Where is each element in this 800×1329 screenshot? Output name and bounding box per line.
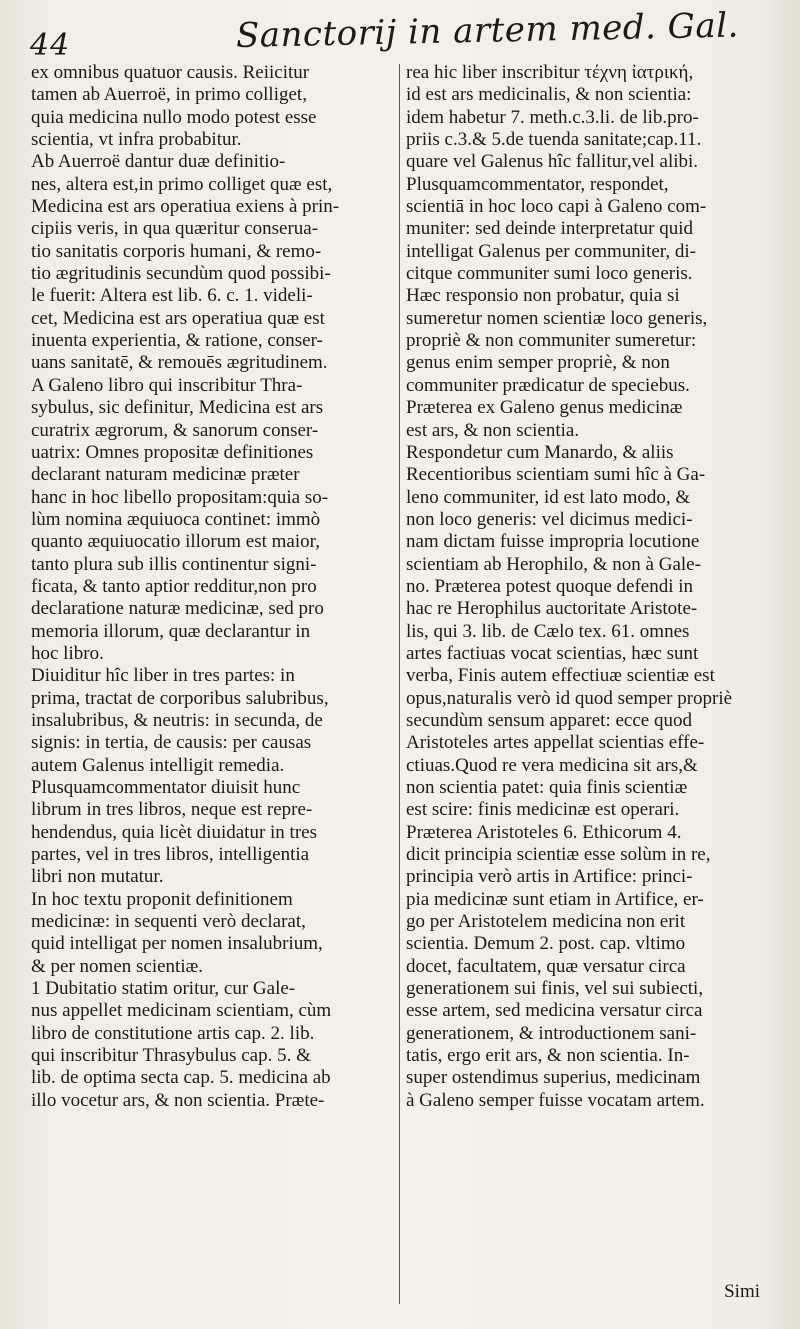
left-column-line: Plusquamcommentator diuisit hunc <box>31 777 301 798</box>
page-number: 44 <box>30 28 71 63</box>
right-column-line: scientia. Demum 2. post. cap. vltimo <box>406 933 686 955</box>
right-column-line: Aristoteles artes appellat scientias effe- <box>406 732 705 754</box>
right-column-line: no. Præterea potest quoque defendi in <box>406 575 694 597</box>
left-column-line: le fuerit: Altera est lib. 6. c. 1. videli- <box>31 285 313 307</box>
left-text-column <box>31 62 393 1112</box>
left-column-line: A Galeno libro qui inscribitur Thra- <box>31 374 303 396</box>
right-column-line: propriè & non communiter sumeretur: <box>406 330 697 352</box>
right-column-line: non scientia patet: quia finis scientiæ <box>406 777 688 798</box>
right-column-line: priis c.3.& 5.de tuenda sanitate;cap.11. <box>406 129 702 151</box>
right-column-line: docet, facultatem, quæ versatur circa <box>406 955 686 977</box>
left-column-line: libri non mutatur. <box>31 866 164 888</box>
left-column-line: inuenta experientia, & ratione, conser- <box>31 330 323 352</box>
left-column-line: hoc libro. <box>31 642 104 664</box>
column-divider <box>399 64 400 1304</box>
right-column-line: idem habetur 7. meth.c.3.li. de lib.pro- <box>406 106 699 128</box>
right-column-line: Hæc responsio non probatur, quia si <box>406 285 680 307</box>
left-column-line: lib. de optima secta cap. 5. medicina ab <box>31 1067 331 1089</box>
right-column-line: muniter: sed deinde interpretatur quid <box>406 218 694 240</box>
right-column-line: est scire: finis medicinæ est operari. <box>406 799 680 821</box>
left-column-line: partes, vel in tres libros, intelligentia <box>31 844 310 866</box>
left-column-line: curatrix ægrorum, & sanorum conser- <box>31 419 319 441</box>
right-column-line: Plusquamcommentator, respondet, <box>406 173 669 195</box>
left-column-line: quia medicina nullo modo potest esse <box>31 106 317 128</box>
right-column-line: communiter prædicatur de speciebus. <box>406 374 690 396</box>
right-column-line: genus enim semper propriè, & non <box>406 352 670 374</box>
right-column-line: Præterea Aristoteles 6. Ethicorum 4. <box>406 821 682 843</box>
right-column-line: esse artem, sed medicina versatur circa <box>406 1000 703 1022</box>
left-column-line: autem Galenus intelligit remedia. <box>31 754 285 776</box>
right-column-line: sumeretur nomen scientiæ loco generis, <box>406 307 708 329</box>
right-column-line: Præterea ex Galeno genus medicinæ <box>406 397 683 419</box>
left-column-line: & per nomen scientiæ. <box>31 955 204 977</box>
left-column-line: uans sanitatē, & remouēs ægritudinem. <box>31 352 328 374</box>
left-column-line: nes, altera est,in primo colliget quæ est, <box>31 173 333 195</box>
left-column-line: nus appellet medicinam scientiam, cùm <box>31 1000 332 1022</box>
right-column-line: à Galeno semper fuisse vocatam artem. <box>406 1089 705 1111</box>
left-column-line: medicinæ: in sequenti verò declarat, <box>31 911 306 933</box>
right-column-line: non loco generis: vel dicimus medici- <box>406 508 693 530</box>
left-column-line: lùm nomina æquiuoca continet: immò <box>31 508 321 530</box>
right-column-line: leno communiter, id est lato modo, & <box>406 486 691 508</box>
left-column-line: ex omnibus quatuor causis. Reiicitur <box>31 62 310 83</box>
left-column-line: Ab Auerroë dantur duæ definitio- <box>31 151 286 173</box>
right-column-line: Respondetur cum Manardo, & aliis <box>406 441 674 463</box>
left-column-line: uatrix: Omnes propositæ definitiones <box>31 441 314 463</box>
left-column-line: tio ægritudinis secundùm quod possibi- <box>31 263 331 285</box>
right-column-line: tatis, ergo erit ars, & non scientia. In- <box>406 1045 690 1067</box>
left-column-line: tio sanitatis corporis humani, & remo- <box>31 240 322 262</box>
right-column-line: rea hic liber inscribitur τέχνη ἰατρική, <box>406 62 694 83</box>
left-column-line: declarant naturam medicinæ præter <box>31 464 300 486</box>
catchword: Simi <box>724 1281 760 1302</box>
right-column-line: go per Aristotelem medicina non erit <box>406 911 686 933</box>
right-column-line: dicit principia scientiæ esse solùm in re, <box>406 844 711 866</box>
right-column-line: citque communiter sumi loco generis. <box>406 263 693 285</box>
left-column-line: sybulus, sic definitur, Medicina est ars <box>31 397 324 419</box>
right-column-line: ctiuas.Quod re vera medicina sit ars,& <box>406 754 698 776</box>
right-column-line: super ostendimus superius, medicinam <box>406 1067 701 1089</box>
running-head: Sanctorij in artem med. Gal. <box>235 5 740 56</box>
left-column-line: scientia, vt infra probabitur. <box>31 129 242 151</box>
right-column-line: verba, Finis autem effectiuæ scientiæ est <box>406 665 715 687</box>
left-column-line: cet, Medicina est ars operatiua quæ est <box>31 307 325 329</box>
right-column-line: scientiā in hoc loco capi à Galeno com- <box>406 196 707 218</box>
left-column-line: qui inscribitur Thrasybulus cap. 5. & <box>31 1045 311 1067</box>
right-column-line: id est ars medicinalis, & non scientia: <box>406 84 692 106</box>
left-column-line: hendendus, quia licèt diuidatur in tres <box>31 821 317 843</box>
left-column-line: signis: in tertia, de causis: per causas <box>31 732 312 754</box>
left-column-line: declaratione naturæ medicinæ, sed pro <box>31 598 324 620</box>
right-column-line: lis, qui 3. lib. de Cælo tex. 61. omnes <box>406 620 690 642</box>
left-column-line: Diuiditur hîc liber in tres partes: in <box>31 665 295 687</box>
left-column-line: tamen ab Auerroë, in primo colliget, <box>31 84 307 106</box>
right-column-line: Recentioribus scientiam sumi hîc à Ga- <box>406 464 706 486</box>
right-column-line: generationem, & introductionem sani- <box>406 1022 697 1044</box>
right-column-line: est ars, & non scientia. <box>406 419 580 441</box>
left-column-line: illo vocetur ars, & non scientia. Præte- <box>31 1089 325 1111</box>
right-column-line: quare vel Galenus hîc fallitur,vel alibi. <box>406 151 699 173</box>
right-column-line: opus,naturalis verò id quod semper propriè <box>406 687 733 709</box>
right-text-column <box>406 62 768 1112</box>
left-column-line: tanto plura sub illis continentur signi- <box>31 553 317 575</box>
left-column-line: quanto æquiuocatio illorum est maior, <box>31 531 320 553</box>
right-column-line: nam dictam fuisse impropria locutione <box>406 531 700 553</box>
right-column-line: generationem sui finis, vel sui subiecti, <box>406 978 704 1000</box>
left-column-line: 1 Dubitatio statim oritur, cur Gale- <box>31 978 296 1000</box>
left-column-line: libro de constitutione artis cap. 2. lib. <box>31 1022 315 1044</box>
left-column-line: ficata, & tanto aptior redditur,non pro <box>31 575 317 597</box>
right-column-line: intelligat Galenus per communiter, di- <box>406 240 696 262</box>
right-column-line: pia medicinæ sunt etiam in Artifice, er- <box>406 888 704 910</box>
left-column-line: librum in tres libros, neque est repre- <box>31 799 313 821</box>
left-column-line: Medicina est ars operatiua exiens à prin- <box>31 196 340 218</box>
left-column-line: quid intelligat per nomen insalubrium, <box>31 933 323 955</box>
left-column-line: memoria illorum, quæ declarantur in <box>31 620 311 642</box>
left-column-line: insalubribus, & neutris: in secunda, de <box>31 709 323 731</box>
right-column-line: artes factiuas vocat scientias, hæc sunt <box>406 642 699 664</box>
left-column-line: In hoc textu proponit definitionem <box>31 888 293 910</box>
right-column-line: scientiam ab Herophilo, & non à Gale- <box>406 553 701 575</box>
left-column-line: hanc in hoc libello propositam:quia so- <box>31 486 329 508</box>
left-column-line: prima, tractat de corporibus salubribus, <box>31 687 329 709</box>
right-column-line: secundùm sensum apparet: ecce quod <box>406 709 692 731</box>
right-column-line: principia verò artis in Artifice: princi- <box>406 866 693 888</box>
right-column-line: hac re Herophilus auctoritate Aristote- <box>406 598 698 620</box>
left-column-line: cipiis veris, in qua quæritur conserua- <box>31 218 319 240</box>
